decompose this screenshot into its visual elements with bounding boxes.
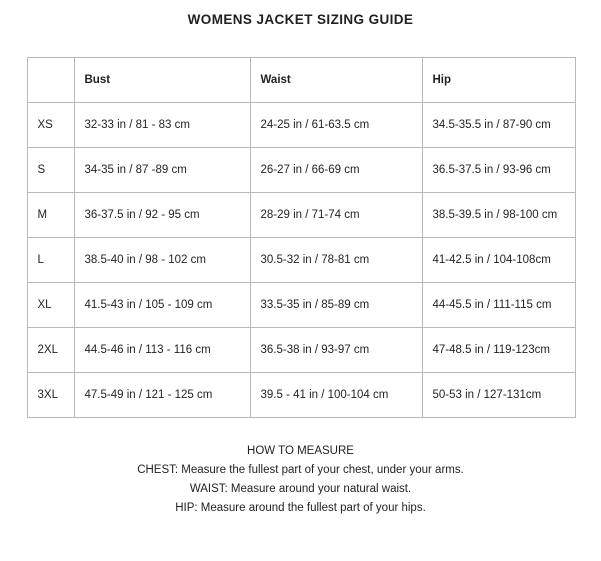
column-header-bust: Bust <box>74 58 250 103</box>
column-header-waist: Waist <box>250 58 422 103</box>
cell-hip: 44-45.5 in / 111-115 cm <box>422 283 575 328</box>
how-to-measure-waist: WAIST: Measure around your natural waist. <box>189 483 412 495</box>
cell-bust: 34-35 in / 87 -89 cm <box>74 148 250 193</box>
cell-bust: 44.5-46 in / 113 - 116 cm <box>74 328 250 373</box>
cell-waist: 26-27 in / 66-69 cm <box>250 148 422 193</box>
table-row <box>27 148 575 193</box>
cell-size: 3XL <box>27 373 74 418</box>
cell-hip: 34.5-35.5 in / 87-90 cm <box>422 103 575 148</box>
how-to-measure-chest: CHEST: Measure the fullest part of your chest, under your arms. <box>137 464 464 476</box>
cell-bust: 32-33 in / 81 - 83 cm <box>74 103 250 148</box>
cell-waist: 33.5-35 in / 85-89 cm <box>250 283 422 328</box>
table-row <box>27 373 575 418</box>
column-header-hip: Hip <box>422 58 575 103</box>
size-table-container <box>27 57 575 418</box>
cell-size: L <box>27 238 74 283</box>
page-title: WOMENS JACKET SIZING GUIDE <box>187 12 414 27</box>
table-row <box>27 193 575 238</box>
table-row <box>27 238 575 283</box>
size-table <box>27 57 576 418</box>
cell-bust: 36-37.5 in / 92 - 95 cm <box>74 193 250 238</box>
cell-hip: 41-42.5 in / 104-108cm <box>422 238 575 283</box>
cell-hip: 36.5-37.5 in / 93-96 cm <box>422 148 575 193</box>
cell-size: XS <box>27 103 74 148</box>
column-header-size <box>27 58 74 103</box>
cell-size: M <box>27 193 74 238</box>
cell-bust: 38.5-40 in / 98 - 102 cm <box>74 238 250 283</box>
table-header-row <box>27 58 575 103</box>
cell-hip: 38.5-39.5 in / 98-100 cm <box>422 193 575 238</box>
table-row <box>27 103 575 148</box>
sizing-guide-page <box>0 12 601 561</box>
cell-size: S <box>27 148 74 193</box>
cell-hip: 47-48.5 in / 119-123cm <box>422 328 575 373</box>
cell-bust: 41.5-43 in / 105 - 109 cm <box>74 283 250 328</box>
table-row <box>27 283 575 328</box>
cell-waist: 39.5 - 41 in / 100-104 cm <box>250 373 422 418</box>
cell-size: XL <box>27 283 74 328</box>
how-to-measure-section <box>0 442 601 518</box>
cell-size: 2XL <box>27 328 74 373</box>
cell-waist: 28-29 in / 71-74 cm <box>250 193 422 238</box>
cell-waist: 30.5-32 in / 78-81 cm <box>250 238 422 283</box>
cell-bust: 47.5-49 in / 121 - 125 cm <box>74 373 250 418</box>
cell-waist: 36.5-38 in / 93-97 cm <box>250 328 422 373</box>
table-row <box>27 328 575 373</box>
how-to-measure-hip: HIP: Measure around the fullest part of your hips. <box>175 502 426 514</box>
cell-waist: 24-25 in / 61-63.5 cm <box>250 103 422 148</box>
how-to-measure-heading: HOW TO MEASURE <box>247 445 354 457</box>
cell-hip: 50-53 in / 127-131cm <box>422 373 575 418</box>
